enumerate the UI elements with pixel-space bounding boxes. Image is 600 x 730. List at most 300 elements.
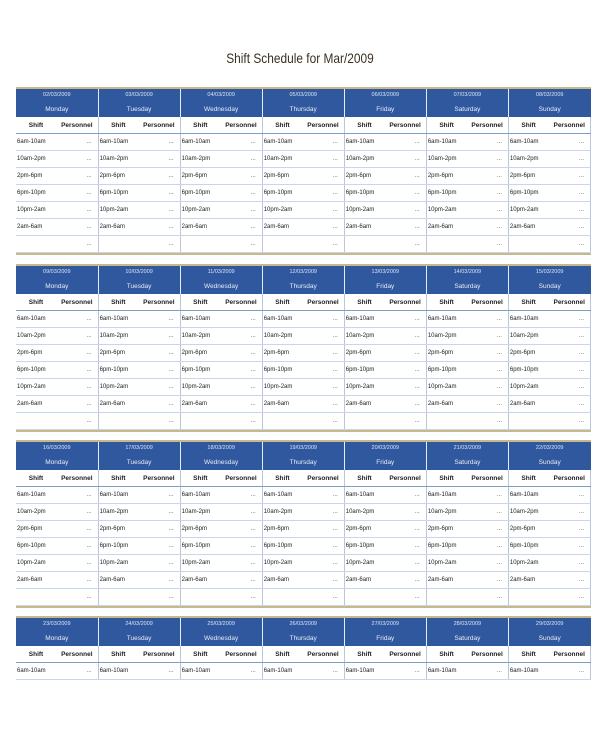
shift-cell[interactable]: 10am-2pm <box>98 328 138 345</box>
shift-cell[interactable]: 6pm-10pm <box>180 185 220 202</box>
personnel-cell[interactable]: ... <box>302 362 344 379</box>
shift-cell[interactable]: 6am-10am <box>426 134 466 151</box>
shift-cell[interactable]: 10pm-2am <box>262 202 302 219</box>
personnel-cell[interactable]: ... <box>138 345 180 362</box>
personnel-cell[interactable]: ... <box>220 521 262 538</box>
shift-cell[interactable]: 6pm-10pm <box>508 362 548 379</box>
personnel-cell[interactable]: ... <box>466 589 508 606</box>
personnel-cell[interactable]: ... <box>302 589 344 606</box>
shift-cell[interactable]: 10pm-2am <box>16 555 56 572</box>
shift-cell[interactable]: 2am-6am <box>16 572 56 589</box>
personnel-cell[interactable]: ... <box>56 538 98 555</box>
personnel-cell[interactable]: ... <box>548 396 590 413</box>
shift-cell[interactable]: 2pm-6pm <box>344 168 384 185</box>
shift-cell[interactable]: 6am-10am <box>16 663 56 680</box>
shift-cell[interactable]: 6am-10am <box>508 134 548 151</box>
shift-cell[interactable]: 6am-10am <box>98 663 138 680</box>
shift-cell[interactable]: 6pm-10pm <box>508 538 548 555</box>
shift-cell[interactable]: 10am-2pm <box>180 504 220 521</box>
personnel-cell[interactable]: ... <box>548 572 590 589</box>
shift-cell[interactable]: 2am-6am <box>98 572 138 589</box>
personnel-cell[interactable]: ... <box>384 555 426 572</box>
personnel-cell[interactable]: ... <box>56 572 98 589</box>
personnel-cell[interactable]: ... <box>56 413 98 430</box>
personnel-cell[interactable]: ... <box>548 202 590 219</box>
personnel-cell[interactable]: ... <box>56 521 98 538</box>
personnel-cell[interactable]: ... <box>220 219 262 236</box>
personnel-cell[interactable]: ... <box>56 328 98 345</box>
shift-cell[interactable]: 10am-2pm <box>16 504 56 521</box>
shift-cell[interactable]: 2am-6am <box>426 396 466 413</box>
shift-cell[interactable]: 10pm-2am <box>508 555 548 572</box>
shift-cell[interactable] <box>426 236 466 253</box>
shift-cell[interactable]: 10am-2pm <box>16 151 56 168</box>
personnel-cell[interactable]: ... <box>220 202 262 219</box>
shift-cell[interactable]: 10am-2pm <box>426 504 466 521</box>
personnel-cell[interactable]: ... <box>548 311 590 328</box>
shift-cell[interactable]: 2pm-6pm <box>180 168 220 185</box>
shift-cell[interactable]: 2am-6am <box>180 219 220 236</box>
personnel-cell[interactable]: ... <box>220 134 262 151</box>
personnel-cell[interactable]: ... <box>466 168 508 185</box>
personnel-cell[interactable]: ... <box>56 362 98 379</box>
personnel-cell[interactable]: ... <box>138 185 180 202</box>
shift-cell[interactable]: 10am-2pm <box>344 504 384 521</box>
shift-cell[interactable]: 2am-6am <box>426 219 466 236</box>
personnel-cell[interactable]: ... <box>466 134 508 151</box>
shift-cell[interactable]: 2pm-6pm <box>16 345 56 362</box>
personnel-cell[interactable]: ... <box>384 151 426 168</box>
shift-cell[interactable]: 6am-10am <box>508 487 548 504</box>
shift-cell[interactable]: 6am-10am <box>344 663 384 680</box>
shift-cell[interactable]: 2am-6am <box>262 572 302 589</box>
personnel-cell[interactable]: ... <box>466 202 508 219</box>
personnel-cell[interactable]: ... <box>138 168 180 185</box>
shift-cell[interactable]: 2pm-6pm <box>508 521 548 538</box>
shift-cell[interactable]: 6am-10am <box>508 311 548 328</box>
personnel-cell[interactable]: ... <box>548 379 590 396</box>
shift-cell[interactable]: 6am-10am <box>344 311 384 328</box>
personnel-cell[interactable]: ... <box>56 134 98 151</box>
shift-cell[interactable]: 2am-6am <box>344 219 384 236</box>
shift-cell[interactable]: 10pm-2am <box>344 202 384 219</box>
shift-cell[interactable]: 2am-6am <box>508 219 548 236</box>
shift-cell[interactable]: 6am-10am <box>344 134 384 151</box>
personnel-cell[interactable]: ... <box>466 345 508 362</box>
personnel-cell[interactable]: ... <box>220 345 262 362</box>
shift-cell[interactable]: 6pm-10pm <box>16 538 56 555</box>
personnel-cell[interactable]: ... <box>220 151 262 168</box>
shift-cell[interactable]: 6pm-10pm <box>344 362 384 379</box>
personnel-cell[interactable]: ... <box>548 521 590 538</box>
personnel-cell[interactable]: ... <box>384 379 426 396</box>
shift-cell[interactable]: 2pm-6pm <box>98 345 138 362</box>
personnel-cell[interactable]: ... <box>548 219 590 236</box>
shift-cell[interactable]: 6am-10am <box>180 134 220 151</box>
shift-cell[interactable]: 6pm-10pm <box>98 362 138 379</box>
personnel-cell[interactable]: ... <box>466 504 508 521</box>
personnel-cell[interactable]: ... <box>220 487 262 504</box>
shift-cell[interactable]: 10am-2pm <box>426 328 466 345</box>
shift-cell[interactable]: 6pm-10pm <box>180 538 220 555</box>
personnel-cell[interactable]: ... <box>220 328 262 345</box>
shift-cell[interactable] <box>508 413 548 430</box>
personnel-cell[interactable]: ... <box>384 328 426 345</box>
shift-cell[interactable]: 10am-2pm <box>16 328 56 345</box>
personnel-cell[interactable]: ... <box>466 311 508 328</box>
shift-cell[interactable]: 2pm-6pm <box>16 168 56 185</box>
shift-cell[interactable]: 10am-2pm <box>508 328 548 345</box>
personnel-cell[interactable]: ... <box>302 521 344 538</box>
shift-cell[interactable]: 2am-6am <box>426 572 466 589</box>
shift-cell[interactable] <box>426 589 466 606</box>
shift-cell[interactable]: 6pm-10pm <box>262 538 302 555</box>
personnel-cell[interactable]: ... <box>466 328 508 345</box>
personnel-cell[interactable]: ... <box>302 168 344 185</box>
shift-cell[interactable]: 2am-6am <box>508 572 548 589</box>
personnel-cell[interactable]: ... <box>466 538 508 555</box>
personnel-cell[interactable]: ... <box>466 236 508 253</box>
shift-cell[interactable]: 10am-2pm <box>508 151 548 168</box>
personnel-cell[interactable]: ... <box>466 572 508 589</box>
personnel-cell[interactable]: ... <box>56 589 98 606</box>
shift-cell[interactable]: 10am-2pm <box>262 504 302 521</box>
shift-cell[interactable]: 10pm-2am <box>180 555 220 572</box>
shift-cell[interactable] <box>98 236 138 253</box>
personnel-cell[interactable]: ... <box>302 236 344 253</box>
personnel-cell[interactable]: ... <box>548 134 590 151</box>
personnel-cell[interactable]: ... <box>138 521 180 538</box>
personnel-cell[interactable]: ... <box>138 134 180 151</box>
shift-cell[interactable]: 10pm-2am <box>344 379 384 396</box>
personnel-cell[interactable]: ... <box>302 572 344 589</box>
shift-cell[interactable]: 6pm-10pm <box>98 538 138 555</box>
personnel-cell[interactable]: ... <box>56 311 98 328</box>
shift-cell[interactable]: 6am-10am <box>344 487 384 504</box>
shift-cell[interactable]: 10pm-2am <box>16 202 56 219</box>
personnel-cell[interactable]: ... <box>220 362 262 379</box>
personnel-cell[interactable]: ... <box>56 219 98 236</box>
shift-cell[interactable]: 6pm-10pm <box>16 362 56 379</box>
personnel-cell[interactable]: ... <box>138 396 180 413</box>
personnel-cell[interactable]: ... <box>56 504 98 521</box>
shift-cell[interactable]: 2am-6am <box>180 572 220 589</box>
personnel-cell[interactable]: ... <box>384 589 426 606</box>
shift-cell[interactable]: 2pm-6pm <box>508 168 548 185</box>
shift-cell[interactable]: 2pm-6pm <box>98 521 138 538</box>
shift-cell[interactable]: 10pm-2am <box>16 379 56 396</box>
shift-cell[interactable]: 2am-6am <box>262 219 302 236</box>
personnel-cell[interactable]: ... <box>548 151 590 168</box>
personnel-cell[interactable]: ... <box>466 185 508 202</box>
personnel-cell[interactable]: ... <box>384 504 426 521</box>
personnel-cell[interactable]: ... <box>138 379 180 396</box>
shift-cell[interactable]: 6pm-10pm <box>98 185 138 202</box>
shift-cell[interactable]: 10pm-2am <box>426 202 466 219</box>
shift-cell[interactable] <box>262 236 302 253</box>
personnel-cell[interactable]: ... <box>384 538 426 555</box>
shift-cell[interactable]: 2am-6am <box>98 219 138 236</box>
personnel-cell[interactable]: ... <box>56 663 98 680</box>
shift-cell[interactable]: 10am-2pm <box>98 151 138 168</box>
shift-cell[interactable]: 2pm-6pm <box>344 345 384 362</box>
shift-cell[interactable]: 6pm-10pm <box>344 538 384 555</box>
shift-cell[interactable] <box>344 413 384 430</box>
shift-cell[interactable]: 2pm-6pm <box>262 521 302 538</box>
personnel-cell[interactable]: ... <box>384 185 426 202</box>
personnel-cell[interactable]: ... <box>548 328 590 345</box>
personnel-cell[interactable]: ... <box>384 413 426 430</box>
personnel-cell[interactable]: ... <box>56 379 98 396</box>
shift-cell[interactable] <box>426 413 466 430</box>
shift-cell[interactable]: 2pm-6pm <box>426 345 466 362</box>
personnel-cell[interactable]: ... <box>56 168 98 185</box>
personnel-cell[interactable]: ... <box>466 487 508 504</box>
shift-cell[interactable]: 6am-10am <box>262 663 302 680</box>
personnel-cell[interactable]: ... <box>548 168 590 185</box>
shift-cell[interactable]: 6am-10am <box>180 663 220 680</box>
personnel-cell[interactable]: ... <box>466 663 508 680</box>
personnel-cell[interactable]: ... <box>302 202 344 219</box>
personnel-cell[interactable]: ... <box>384 362 426 379</box>
shift-cell[interactable]: 2pm-6pm <box>98 168 138 185</box>
personnel-cell[interactable]: ... <box>302 487 344 504</box>
shift-cell[interactable] <box>16 589 56 606</box>
shift-cell[interactable]: 2am-6am <box>344 572 384 589</box>
shift-cell[interactable]: 2am-6am <box>98 396 138 413</box>
personnel-cell[interactable]: ... <box>384 202 426 219</box>
personnel-cell[interactable]: ... <box>548 504 590 521</box>
shift-cell[interactable]: 6am-10am <box>426 663 466 680</box>
shift-cell[interactable] <box>262 589 302 606</box>
shift-cell[interactable]: 6am-10am <box>262 134 302 151</box>
shift-cell[interactable]: 6pm-10pm <box>426 538 466 555</box>
shift-cell[interactable]: 6am-10am <box>98 487 138 504</box>
personnel-cell[interactable]: ... <box>138 504 180 521</box>
personnel-cell[interactable]: ... <box>220 168 262 185</box>
personnel-cell[interactable]: ... <box>302 219 344 236</box>
shift-cell[interactable]: 6am-10am <box>426 311 466 328</box>
shift-cell[interactable]: 6am-10am <box>180 487 220 504</box>
personnel-cell[interactable]: ... <box>220 379 262 396</box>
shift-cell[interactable]: 10pm-2am <box>98 202 138 219</box>
personnel-cell[interactable]: ... <box>548 185 590 202</box>
personnel-cell[interactable]: ... <box>548 236 590 253</box>
shift-cell[interactable]: 6am-10am <box>16 487 56 504</box>
shift-cell[interactable]: 2pm-6pm <box>16 521 56 538</box>
shift-cell[interactable]: 2pm-6pm <box>426 521 466 538</box>
shift-cell[interactable]: 10am-2pm <box>262 328 302 345</box>
personnel-cell[interactable]: ... <box>138 487 180 504</box>
shift-cell[interactable]: 10am-2pm <box>180 328 220 345</box>
shift-cell[interactable]: 10am-2pm <box>180 151 220 168</box>
personnel-cell[interactable]: ... <box>56 151 98 168</box>
personnel-cell[interactable]: ... <box>220 504 262 521</box>
shift-cell[interactable] <box>98 589 138 606</box>
shift-cell[interactable]: 10am-2pm <box>344 328 384 345</box>
shift-cell[interactable]: 10pm-2am <box>262 379 302 396</box>
personnel-cell[interactable]: ... <box>466 151 508 168</box>
shift-cell[interactable]: 10am-2pm <box>426 151 466 168</box>
personnel-cell[interactable]: ... <box>56 236 98 253</box>
personnel-cell[interactable]: ... <box>56 185 98 202</box>
personnel-cell[interactable]: ... <box>302 396 344 413</box>
shift-cell[interactable]: 10pm-2am <box>426 555 466 572</box>
shift-cell[interactable]: 10am-2pm <box>344 151 384 168</box>
personnel-cell[interactable]: ... <box>138 362 180 379</box>
shift-cell[interactable]: 10pm-2am <box>344 555 384 572</box>
personnel-cell[interactable]: ... <box>138 311 180 328</box>
shift-cell[interactable]: 6am-10am <box>98 134 138 151</box>
personnel-cell[interactable]: ... <box>220 663 262 680</box>
personnel-cell[interactable]: ... <box>302 311 344 328</box>
shift-cell[interactable] <box>508 589 548 606</box>
shift-cell[interactable]: 2am-6am <box>508 396 548 413</box>
personnel-cell[interactable]: ... <box>138 589 180 606</box>
shift-cell[interactable] <box>180 589 220 606</box>
personnel-cell[interactable]: ... <box>302 663 344 680</box>
personnel-cell[interactable]: ... <box>548 487 590 504</box>
shift-cell[interactable]: 2pm-6pm <box>180 345 220 362</box>
personnel-cell[interactable]: ... <box>384 236 426 253</box>
shift-cell[interactable]: 2am-6am <box>180 396 220 413</box>
shift-cell[interactable] <box>344 589 384 606</box>
shift-cell[interactable]: 2pm-6pm <box>262 345 302 362</box>
personnel-cell[interactable]: ... <box>138 328 180 345</box>
shift-cell[interactable] <box>508 236 548 253</box>
personnel-cell[interactable]: ... <box>466 362 508 379</box>
personnel-cell[interactable]: ... <box>548 413 590 430</box>
personnel-cell[interactable]: ... <box>138 572 180 589</box>
personnel-cell[interactable]: ... <box>466 219 508 236</box>
shift-cell[interactable]: 2pm-6pm <box>262 168 302 185</box>
shift-cell[interactable]: 2pm-6pm <box>426 168 466 185</box>
shift-cell[interactable] <box>98 413 138 430</box>
personnel-cell[interactable]: ... <box>384 219 426 236</box>
shift-cell[interactable]: 2am-6am <box>16 219 56 236</box>
shift-cell[interactable] <box>262 413 302 430</box>
personnel-cell[interactable]: ... <box>302 345 344 362</box>
personnel-cell[interactable]: ... <box>220 185 262 202</box>
personnel-cell[interactable]: ... <box>220 311 262 328</box>
shift-cell[interactable]: 10pm-2am <box>508 379 548 396</box>
personnel-cell[interactable]: ... <box>466 396 508 413</box>
personnel-cell[interactable]: ... <box>384 168 426 185</box>
personnel-cell[interactable]: ... <box>138 236 180 253</box>
personnel-cell[interactable]: ... <box>56 202 98 219</box>
personnel-cell[interactable]: ... <box>56 555 98 572</box>
shift-cell[interactable]: 10pm-2am <box>180 202 220 219</box>
personnel-cell[interactable]: ... <box>302 379 344 396</box>
shift-cell[interactable]: 2pm-6pm <box>344 521 384 538</box>
shift-cell[interactable]: 10am-2pm <box>508 504 548 521</box>
shift-cell[interactable]: 6am-10am <box>98 311 138 328</box>
shift-cell[interactable] <box>16 236 56 253</box>
shift-cell[interactable]: 10am-2pm <box>262 151 302 168</box>
shift-cell[interactable]: 2pm-6pm <box>180 521 220 538</box>
personnel-cell[interactable]: ... <box>56 345 98 362</box>
shift-cell[interactable]: 10pm-2am <box>180 379 220 396</box>
personnel-cell[interactable]: ... <box>466 555 508 572</box>
personnel-cell[interactable]: ... <box>384 345 426 362</box>
personnel-cell[interactable]: ... <box>302 328 344 345</box>
personnel-cell[interactable]: ... <box>384 572 426 589</box>
shift-cell[interactable]: 6am-10am <box>426 487 466 504</box>
personnel-cell[interactable]: ... <box>56 396 98 413</box>
shift-cell[interactable] <box>16 413 56 430</box>
personnel-cell[interactable]: ... <box>220 572 262 589</box>
personnel-cell[interactable]: ... <box>384 134 426 151</box>
personnel-cell[interactable]: ... <box>548 589 590 606</box>
personnel-cell[interactable]: ... <box>466 413 508 430</box>
shift-cell[interactable]: 6pm-10pm <box>344 185 384 202</box>
shift-cell[interactable]: 6am-10am <box>262 487 302 504</box>
shift-cell[interactable]: 10pm-2am <box>98 379 138 396</box>
personnel-cell[interactable]: ... <box>220 555 262 572</box>
shift-cell[interactable]: 2am-6am <box>262 396 302 413</box>
personnel-cell[interactable]: ... <box>548 555 590 572</box>
shift-cell[interactable]: 6am-10am <box>508 663 548 680</box>
shift-cell[interactable]: 10pm-2am <box>262 555 302 572</box>
personnel-cell[interactable]: ... <box>302 504 344 521</box>
personnel-cell[interactable]: ... <box>138 202 180 219</box>
personnel-cell[interactable]: ... <box>138 538 180 555</box>
shift-cell[interactable]: 6pm-10pm <box>180 362 220 379</box>
personnel-cell[interactable]: ... <box>138 663 180 680</box>
shift-cell[interactable]: 10pm-2am <box>426 379 466 396</box>
personnel-cell[interactable]: ... <box>302 185 344 202</box>
personnel-cell[interactable]: ... <box>220 236 262 253</box>
shift-cell[interactable]: 2pm-6pm <box>508 345 548 362</box>
personnel-cell[interactable]: ... <box>302 134 344 151</box>
personnel-cell[interactable]: ... <box>302 151 344 168</box>
shift-cell[interactable] <box>344 236 384 253</box>
personnel-cell[interactable]: ... <box>302 413 344 430</box>
personnel-cell[interactable]: ... <box>384 487 426 504</box>
shift-cell[interactable]: 6pm-10pm <box>426 185 466 202</box>
shift-cell[interactable]: 6pm-10pm <box>262 185 302 202</box>
personnel-cell[interactable]: ... <box>384 396 426 413</box>
shift-cell[interactable]: 6am-10am <box>262 311 302 328</box>
personnel-cell[interactable]: ... <box>548 362 590 379</box>
personnel-cell[interactable]: ... <box>138 555 180 572</box>
shift-cell[interactable]: 6am-10am <box>16 134 56 151</box>
personnel-cell[interactable]: ... <box>548 538 590 555</box>
personnel-cell[interactable]: ... <box>384 521 426 538</box>
shift-cell[interactable]: 10pm-2am <box>508 202 548 219</box>
shift-cell[interactable]: 2am-6am <box>16 396 56 413</box>
shift-cell[interactable]: 10pm-2am <box>98 555 138 572</box>
shift-cell[interactable]: 6pm-10pm <box>426 362 466 379</box>
personnel-cell[interactable]: ... <box>302 555 344 572</box>
personnel-cell[interactable]: ... <box>138 151 180 168</box>
shift-cell[interactable] <box>180 413 220 430</box>
shift-cell[interactable]: 10am-2pm <box>98 504 138 521</box>
shift-cell[interactable]: 6am-10am <box>180 311 220 328</box>
shift-cell[interactable] <box>180 236 220 253</box>
shift-cell[interactable]: 6am-10am <box>16 311 56 328</box>
personnel-cell[interactable]: ... <box>548 663 590 680</box>
personnel-cell[interactable]: ... <box>302 538 344 555</box>
personnel-cell[interactable]: ... <box>384 663 426 680</box>
personnel-cell[interactable]: ... <box>56 487 98 504</box>
shift-cell[interactable]: 6pm-10pm <box>508 185 548 202</box>
personnel-cell[interactable]: ... <box>220 589 262 606</box>
personnel-cell[interactable]: ... <box>466 379 508 396</box>
personnel-cell[interactable]: ... <box>220 413 262 430</box>
personnel-cell[interactable]: ... <box>138 219 180 236</box>
personnel-cell[interactable]: ... <box>138 413 180 430</box>
